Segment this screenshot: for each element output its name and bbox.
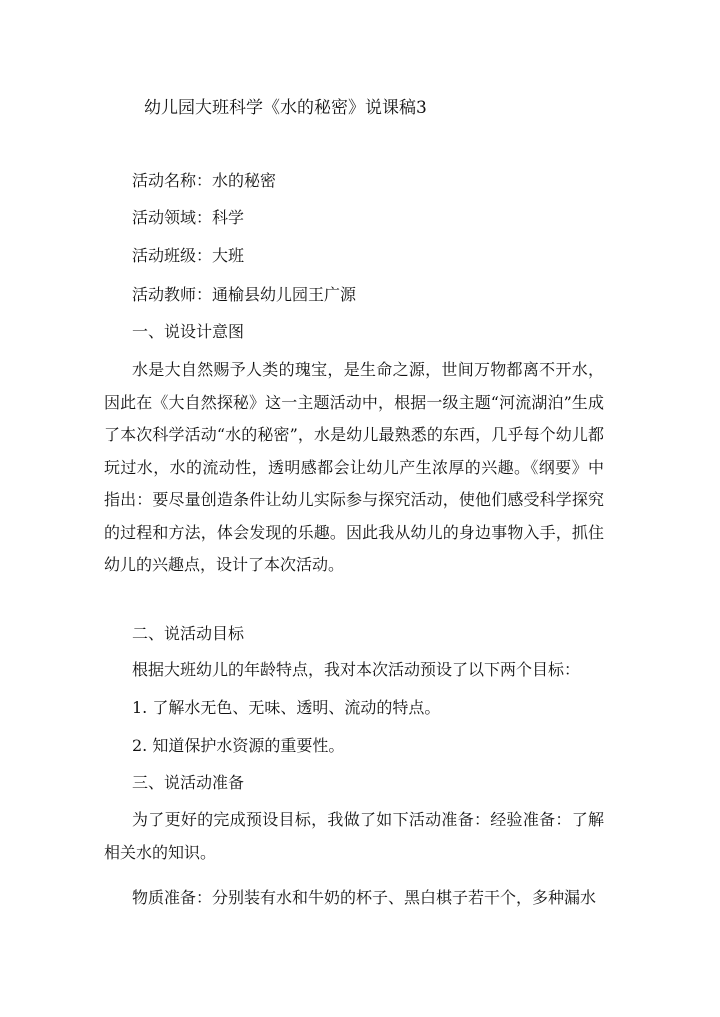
document-title: 幼儿园大班科学《水的秘密》说课稿3: [144, 98, 427, 118]
activity-class: 活动班级：大班: [132, 246, 245, 265]
paragraph-design-intent: 水是大自然赐予人类的瑰宝，是生命之源，世间万物都离不开水，因此在《大自然探秘》这一主题活动中，根据一级主题“河流湖泊”生成了本次科学活动“水的秘密”，水是幼儿最熟悉的东西，几乎每个幼儿都玩过水，水的流动性，透明感都会让幼儿产生浓厚的兴趣。《纲要》中指出：要尽量创造条件让幼儿实际参与探究活动，使他们感受科学探究的过程和方法，体会发现的乐趣。因此我从幼儿的身边事物入手，抓住幼儿的兴趣点，设计了本次活动。: [104, 360, 604, 574]
goals-intro: 根据大班幼儿的年龄特点，我对本次活动预设了以下两个目标：: [132, 660, 581, 679]
goal-item-1: 1. 了解水无色、无味、透明、流动的特点。: [132, 698, 441, 717]
section-heading-goals: 二、说活动目标: [132, 624, 245, 643]
paragraph-materials: 物质准备：分别装有水和牛奶的杯子、黑白棋子若干个，多种漏水: [132, 888, 597, 907]
activity-domain: 活动领域：科学: [132, 208, 245, 227]
section-heading-preparation: 三、说活动准备: [132, 773, 245, 792]
goal-item-2: 2. 知道保护水资源的重要性。: [132, 736, 345, 755]
activity-teacher: 活动教师：通榆县幼儿园王广源: [132, 285, 357, 304]
paragraph-preparation: 为了更好的完成预设目标，我做了如下活动准备：经验准备：了解相关水的知识。: [104, 810, 604, 862]
activity-name: 活动名称：水的秘密: [132, 171, 277, 190]
section-heading-design: 一、说设计意图: [132, 322, 245, 341]
